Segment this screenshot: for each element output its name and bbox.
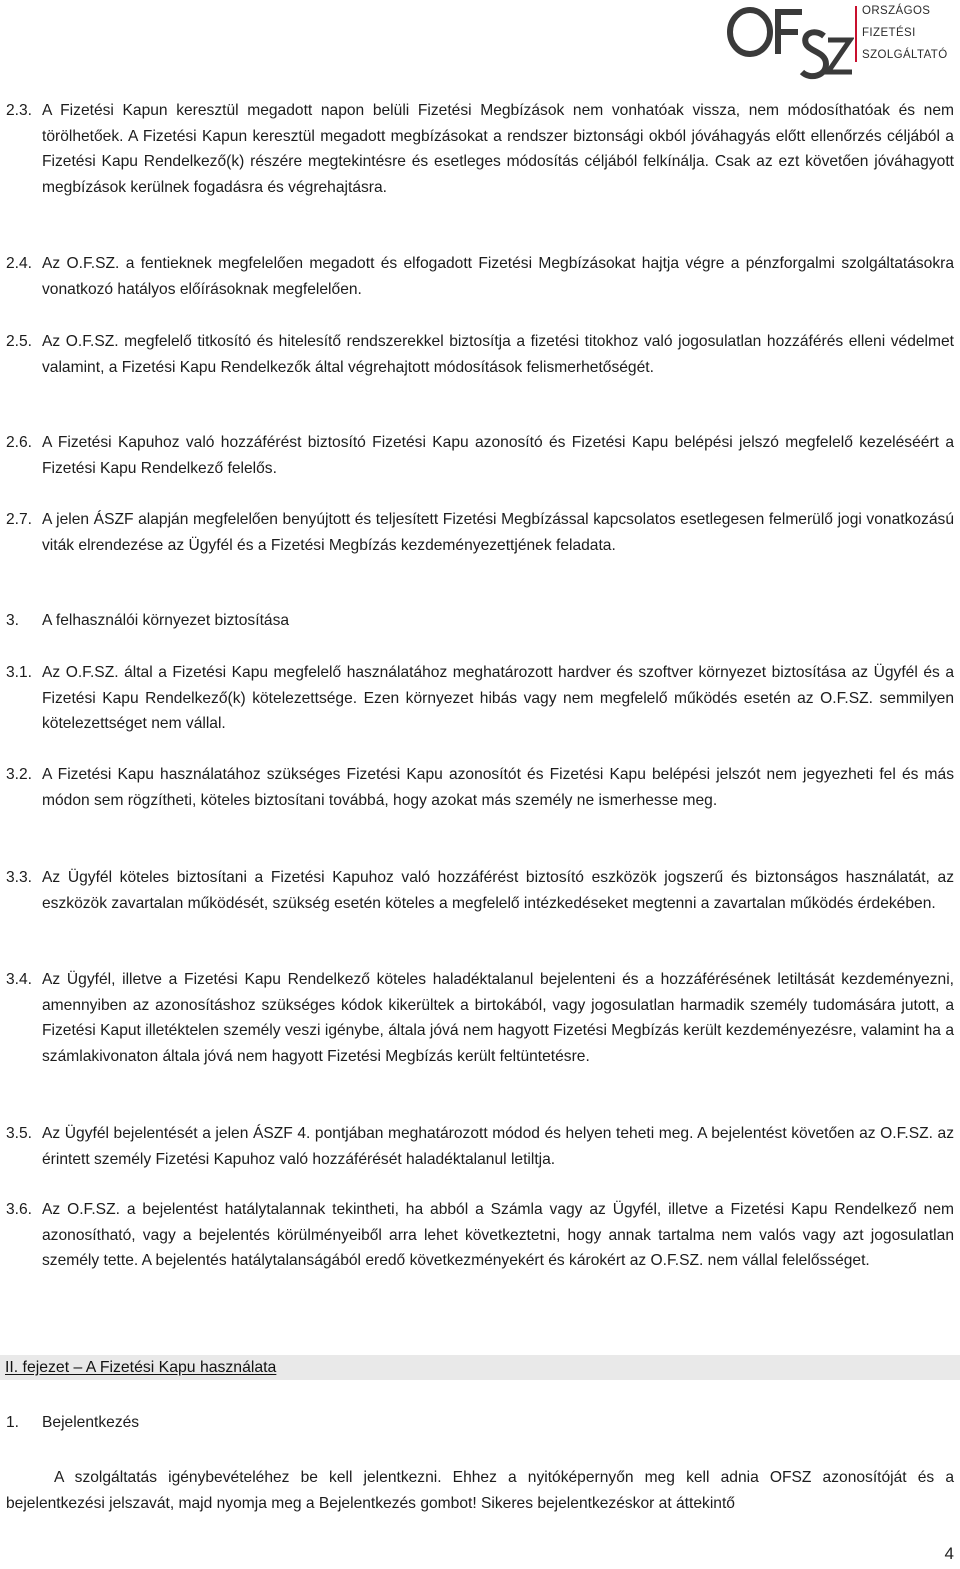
section-text: Az Ügyfél köteles biztosítani a Fizetési Kapuhoz való hozzáférést biztosító eszközök jogszerű és biztonságos használatát, az eszközök zavartalan működését, szükség esetén köteles a megfelelő intézkedéseket megtenni a zavartalan működés érdekében.	[42, 869, 954, 912]
section-2-5	[6, 329, 954, 380]
heading-number: 1.	[6, 1414, 20, 1431]
heading-number: 3.	[6, 612, 20, 629]
section-3-6	[6, 1197, 954, 1274]
section-text: Az O.F.SZ. a bejelentést hatálytalannak tekintheti, ha abból a Számla vagy az Ügyfél, illetve a Fizetési Kapu Rendelkező nem azonosítható, vagy a bejelentés körülményeiből arra lehet következtetni, hogy annak tartalma nem valós vagy azt jogosulatlan személy tette. A bejelentés hatálytalanságából eredő következményekért és károkért az O.F.SZ. nem vállal felelősséget.	[42, 1201, 954, 1270]
section-number: 2.6.	[6, 434, 33, 451]
section-number: 3.5.	[6, 1125, 33, 1142]
logo-line-1: ORSZÁGOS	[862, 5, 931, 17]
section-number: 2.7.	[6, 511, 33, 528]
section-3-1	[6, 660, 954, 737]
section-text: Az Ügyfél bejelentését a jelen ÁSZF 4. pontjában meghatározott módod és helyen teheti meg. A bejelentést követően az O.F.SZ. az érintett személy Fizetési Kapuhoz való hozzáférését haladéktalanul letiltja.	[42, 1125, 954, 1168]
chapter-title: II. fejezet – A Fizetési Kapu használata	[5, 1359, 277, 1376]
section-2-3	[6, 98, 954, 201]
section-2-6	[6, 430, 954, 481]
section-text: Az O.F.SZ. által a Fizetési Kapu megfelelő használatához meghatározott hardver és szoftver környezet biztosítása az Ügyfél és a Fizetési Kapu Rendelkező(k) kötelezettsége. Ezen környezet hibás vagy nem megfelelő működés esetén az O.F.SZ. semmilyen kötelezettséget nem vállal.	[42, 664, 954, 733]
section-number: 3.6.	[6, 1201, 33, 1218]
section-3-4	[6, 967, 954, 1070]
page-number: 4	[944, 1544, 954, 1563]
section-text: A Fizetési Kapun keresztül megadott napon belüli Fizetési Megbízások nem vonhatóak vissza, nem módosíthatóak és nem törölhetőek. A Fizetési Kapun keresztül megadott megbízásokat a rendszer biztonsági okból jóváhagyás előtt ellenőrzés céljából a Fizetési Kapu Rendelkező(k) részére megtekintésre és esetleges módosítás céljából felkínálja. Csak az ezt követően jóváhagyott megbízások kerülnek fogadásra és végrehajtásra.	[42, 102, 954, 197]
section-3-2	[6, 762, 954, 813]
section-text: A Fizetési Kapuhoz való hozzáférést biztosító Fizetési Kapu azonosító és Fizetési Kapu belépési jelszó megfelelő kezeléséért a Fizetési Kapu Rendelkező felelős.	[42, 434, 954, 477]
section-text: A Fizetési Kapu használatához szükséges Fizetési Kapu azonosítót és Fizetési Kapu belépési jelszót nem jegyezheti fel és más módon sem rögzítheti, köteles biztosítani továbbá, hogy azokat más személy ne ismerhesse meg.	[42, 766, 954, 809]
section-text: A jelen ÁSZF alapján megfelelően benyújtott és teljesített Fizetési Megbízással kapcsolatos esetlegesen felmerülő jogi vonatkozású viták elrendezése az Ügyfél és a Fizetési Megbízás kezdeményezettjének feladata.	[42, 511, 954, 554]
login-intro: A szolgáltatás igénybevételéhez be kell jelentkezni. Ehhez a nyitóképernyőn meg kell adnia OFSZ azonosítóját és a bejelentkezési jelszavát, majd nyomja meg a Bejelentkezés gombot! Sikeres bejelentkezéskor at áttekintő	[6, 1469, 954, 1512]
heading-login	[6, 1410, 139, 1435]
section-number: 3.1.	[6, 664, 33, 681]
section-number: 2.3.	[6, 102, 33, 119]
heading-text: Bejelentkezés	[42, 1414, 140, 1431]
section-3-3	[6, 865, 954, 916]
section-number: 3.2.	[6, 766, 33, 783]
ofsz-mark-icon	[724, 0, 854, 86]
section-text: Az O.F.SZ. a fentieknek megfelelően megadott és elfogadott Fizetési Megbízásokat hajtja végre a pénzforgalmi szolgáltatásokra vonatkozó hatályos előírásoknak megfelelően.	[42, 255, 954, 298]
section-text: Az Ügyfél, illetve a Fizetési Kapu Rendelkező köteles haladéktalanul bejelenteni és a hozzáférésének letiltását kezdeményezni, amennyiben az azonosításhoz szükséges kódok kikerültek a birtokából, vagy jogosulatlan harmadik személy tudomására jutott, a Fizetési Kaput illetéktelen személy veszi igénybe, általa jóvá nem hagyott Fizetési Megbízás került kezdeményezésre, valamint ha a számlakivonaton általa jóvá nem hagyott Fizetési Megbízás került feltüntetésre.	[42, 971, 954, 1066]
section-text: Az O.F.SZ. megfelelő titkosító és hitelesítő rendszerekkel biztosítja a fizetési titokhoz való jogosulatlan hozzáférés elleni védelmet valamint, a Fizetési Kapu Rendelkezők által végrehajtott módosítások felismerhetőségét.	[42, 333, 954, 376]
logo-accent-bar	[855, 6, 857, 62]
logo-line-3: SZOLGÁLTATÓ	[862, 49, 948, 61]
section-number: 3.3.	[6, 869, 33, 886]
section-2-4	[6, 251, 954, 302]
ofsz-logo	[724, 0, 960, 86]
heading-text: A felhasználói környezet biztosítása	[42, 612, 290, 629]
section-3-5	[6, 1121, 954, 1172]
section-2-7	[6, 507, 954, 558]
section-number: 2.5.	[6, 333, 33, 350]
logo-line-2: FIZETÉSI	[862, 27, 916, 39]
section-number: 3.4.	[6, 971, 33, 988]
heading-environment	[6, 608, 289, 633]
section-number: 2.4.	[6, 255, 33, 272]
